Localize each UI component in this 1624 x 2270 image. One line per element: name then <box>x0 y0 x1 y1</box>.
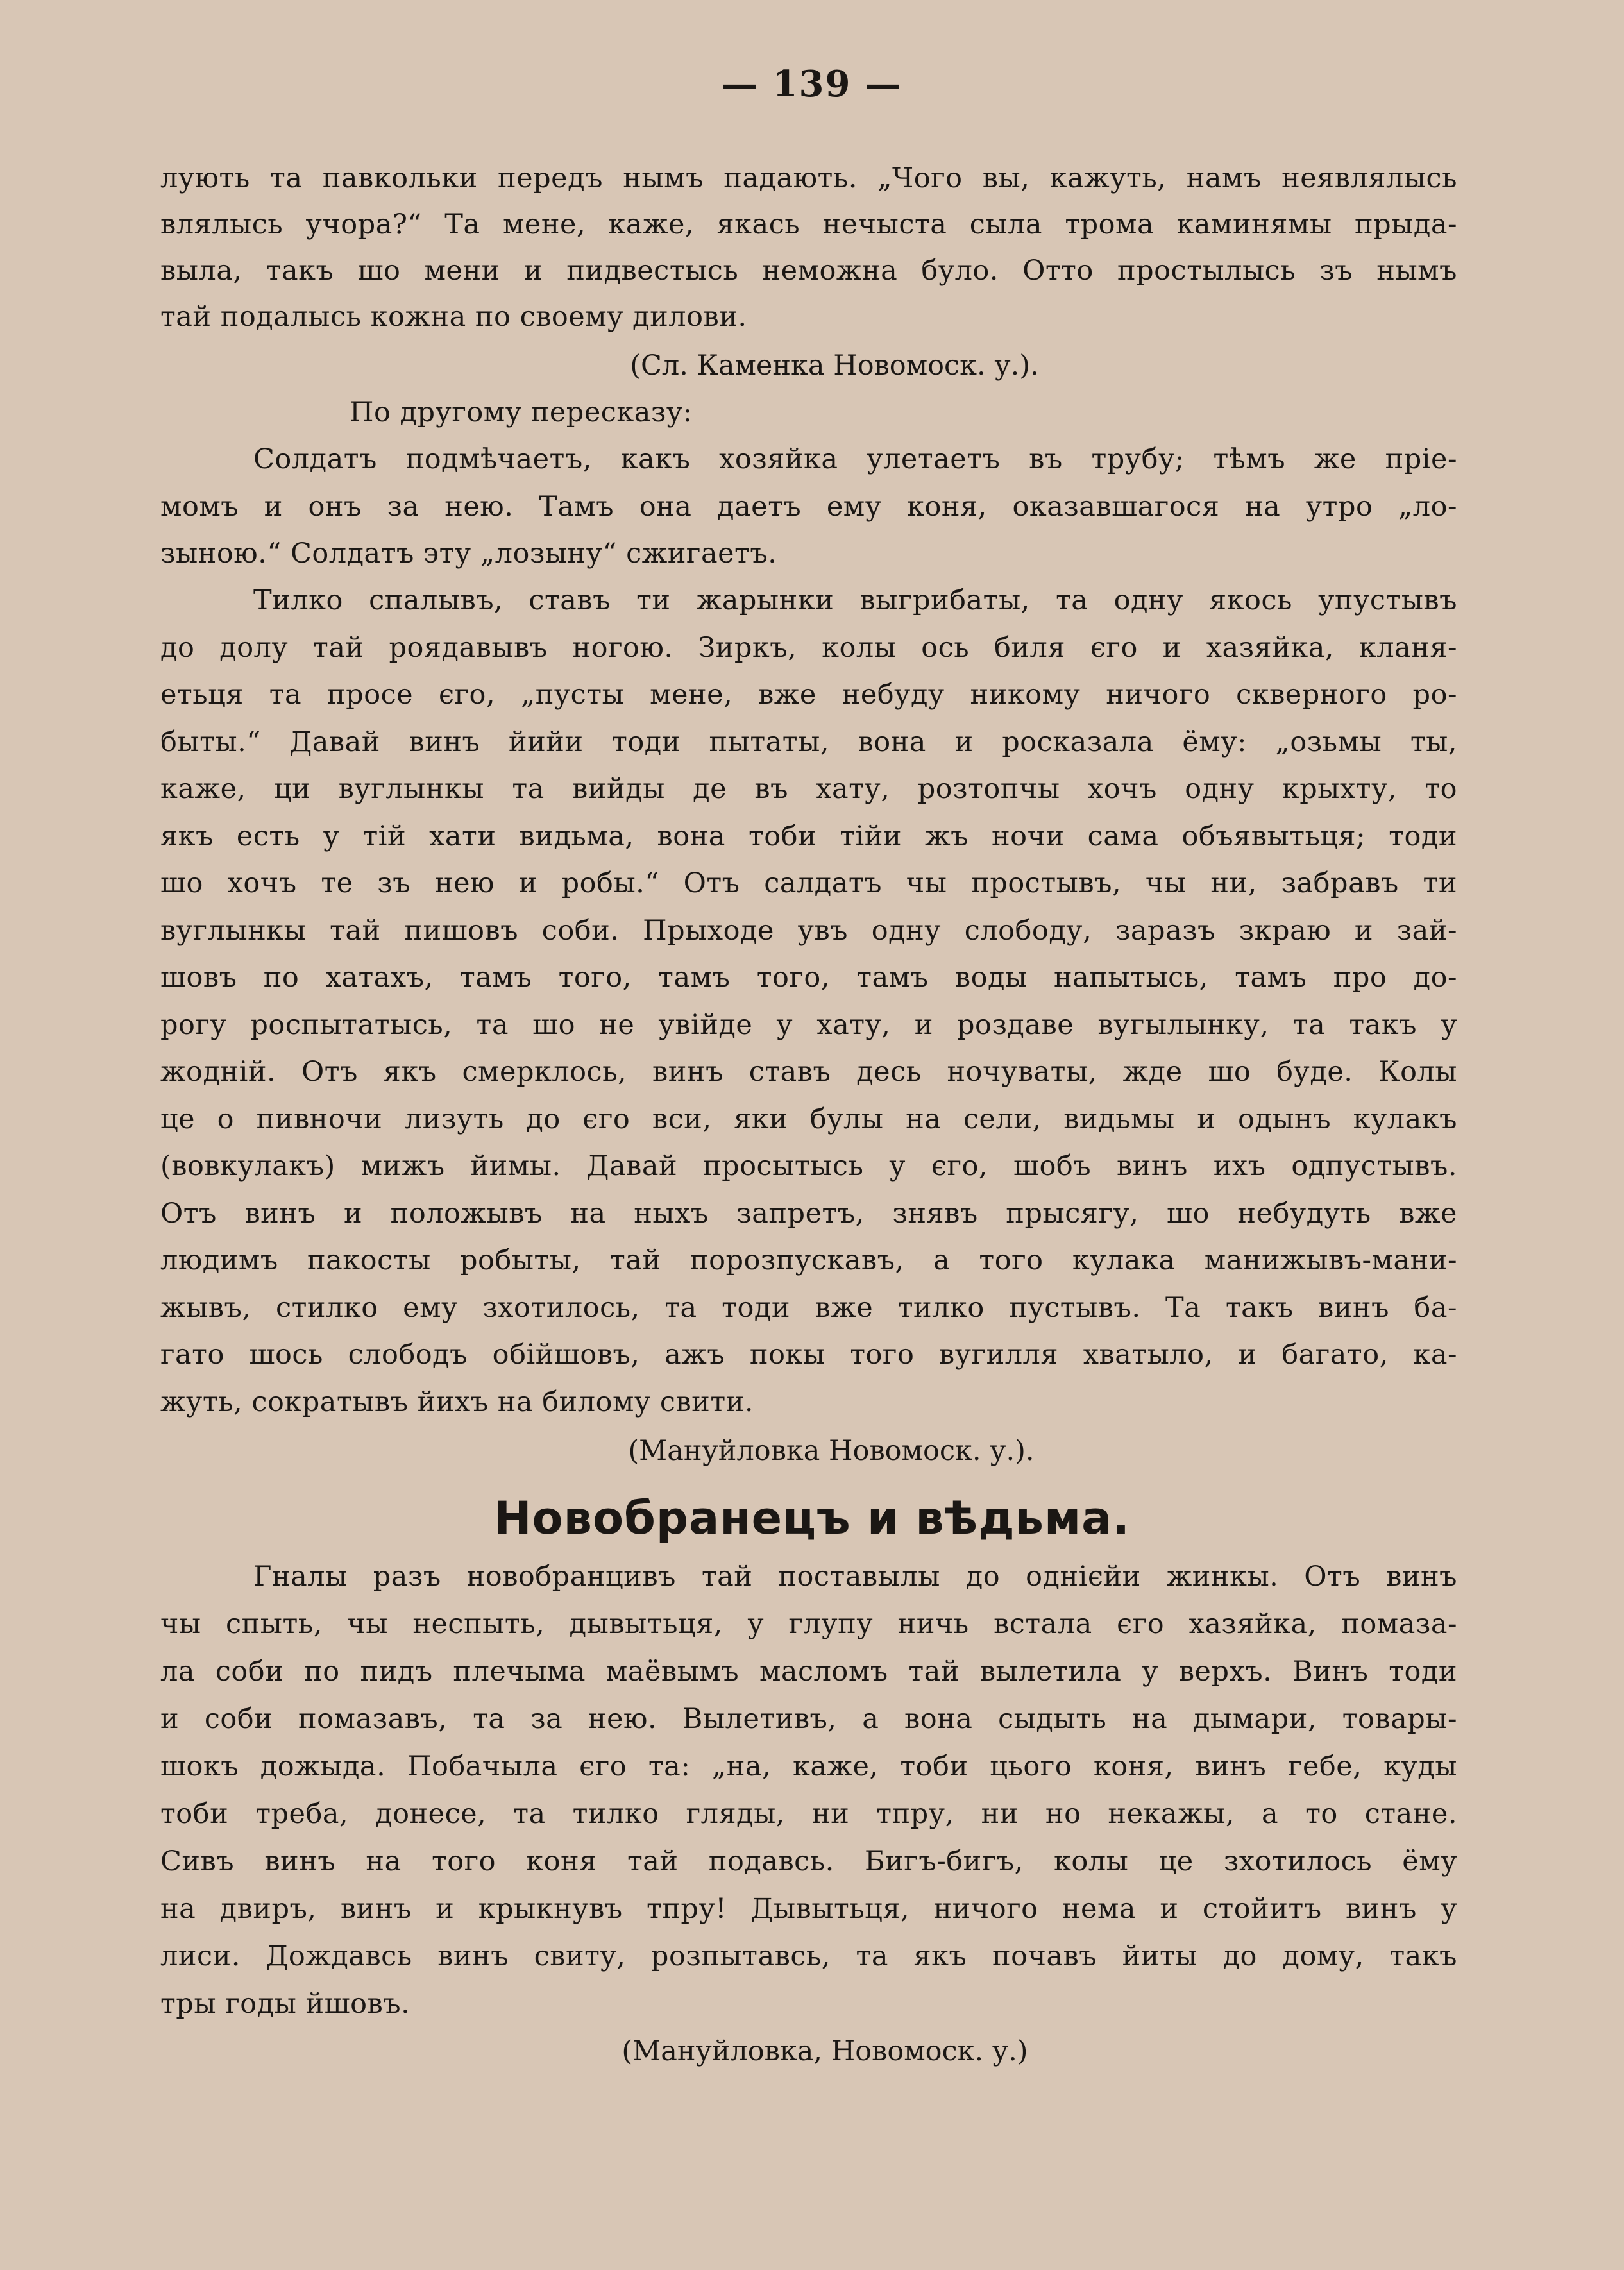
text-line: Сивъ винъ на того коня тай подавсь. Бигъ-бигъ, колы це зхотилось ёму <box>160 1845 1457 1877</box>
text-line: ла соби по пидъ плечыма маёвымъ масломъ тай вылетила у верхъ. Винъ тоди <box>160 1656 1457 1688</box>
text-line: гато шось слободъ обійшовъ, ажъ покы того вугилля хватыло, и багато, ка- <box>160 1339 1457 1371</box>
text-line: рогу роспытатысь, та шо не увійде у хату, и роздаве вугылынку, та такъ у <box>160 1009 1457 1041</box>
text-line: тай подалысь кожна по своему дилови. <box>160 301 747 333</box>
text-line: на двиръ, винъ и крыкнувъ тпру! Дывытьця, ничого нема и стойитъ винъ у <box>160 1893 1457 1925</box>
text-line: жуть, сократывъ йихъ на билому свити. <box>160 1386 754 1418</box>
text-line: жывъ, стилко ему зхотилось, та тоди вже тилко пустывъ. Та такъ винъ ба- <box>160 1292 1457 1324</box>
text-line: лують та павкольки передъ нымъ падають. „Чого вы, кажуть, намъ неявлялысь <box>160 162 1457 194</box>
text-line: (вовкулакъ) мижъ йимы. Давай просытысь у єго, шобъ винъ ихъ одпустывъ. <box>160 1150 1457 1182</box>
text-line: момъ и онъ за нею. Тамъ она даетъ ему коня, оказавшагося на утро „ло- <box>160 491 1457 523</box>
text-line: быты.“ Давай винъ йийи тоди пытаты, вона и росказала ёму: „озьмы ты, <box>160 726 1457 758</box>
text-line: шокъ дожыда. Побачыла єго та: „на, каже, тоби цього коня, винъ гебе, куды <box>160 1750 1457 1783</box>
section-intro: По другому пересказу: <box>350 396 693 428</box>
source-citation: (Мануйловка, Новомоск. у.) <box>622 2035 1028 2067</box>
text-line: тоби треба, донесе, та тилко гляды, ни тпру, ни но некажы, а то стане. <box>160 1798 1457 1830</box>
text-line: Тилко спалывъ, ставъ ти жарынки выгрибаты, та одну якось упустывъ <box>253 584 1457 616</box>
text-line: людимъ пакосты робыты, тай порозпускавъ, а того кулака манижывъ-мани- <box>160 1244 1457 1276</box>
text-line: жодній. Отъ якъ смерклось, винъ ставъ десь ночуваты, жде шо буде. Колы <box>160 1056 1457 1088</box>
text-line: выла, такъ шо мени и пидвестысь неможна було. Отто простылысь зъ нымъ <box>160 255 1457 287</box>
text-line: шовъ по хатахъ, тамъ того, тамъ того, тамъ воды напытысь, тамъ про до- <box>160 961 1457 994</box>
source-citation: (Мануйловка Новомоск. у.). <box>628 1435 1035 1467</box>
text-line: якъ есть у тій хати видьма, вона тоби тійи жъ ночи сама объявытьця; тоди <box>160 820 1457 852</box>
text-line: влялысь учора?“ Та мене, каже, якась нечыста сыла трома каминямы прыда- <box>160 208 1457 241</box>
source-citation: (Сл. Каменка Новомоск. у.). <box>630 350 1039 382</box>
page-number: — 139 — <box>722 63 902 105</box>
text-line: Гналы разъ новобранцивъ тай поставылы до однієйи жинкы. Отъ винъ <box>253 1561 1457 1593</box>
text-line: це о пивночи лизуть до єго вси, яки булы на сели, видьмы и одынъ кулакъ <box>160 1103 1457 1135</box>
text-line: чы спыть, чы неспыть, дывытьця, у глупу ничь встала єго хазяйка, помаза- <box>160 1608 1457 1640</box>
story-heading: Новобранецъ и вѣдьма. <box>493 1492 1131 1545</box>
text-line: до долу тай роядавывъ ногою. Зиркъ, колы ось биля єго и хазяйка, кланя- <box>160 632 1457 664</box>
text-line: зыною.“ Солдатъ эту „лозыну“ сжигаетъ. <box>160 538 777 570</box>
text-line: лиси. Дождавсь винъ свиту, розпытавсь, та якъ почавъ йиты до дому, такъ <box>160 1940 1457 1972</box>
text-line: Отъ винъ и положывъ на ныхъ запретъ, знявъ прысягу, шо небудуть вже <box>160 1198 1457 1230</box>
text-line: шо хочъ те зъ нею и робы.“ Отъ салдатъ чы простывъ, чы ни, забравъ ти <box>160 867 1457 899</box>
text-line: каже, ци вуглынкы та вийды де въ хату, розтопчы хочъ одну крыхту, то <box>160 773 1457 805</box>
text-line: етьця та просе єго, „пусты мене, вже небуду никому ничого скверного ро- <box>160 679 1457 711</box>
text-line: вуглынкы тай пишовъ соби. Прыходе увъ одну слободу, заразъ зкраю и зай- <box>160 915 1457 947</box>
text-line: тры годы йшовъ. <box>160 1988 410 2020</box>
text-line: Солдатъ подмѣчаетъ, какъ хозяйка улетаетъ въ трубу; тѣмъ же прiе- <box>253 443 1457 475</box>
text-line: и соби помазавъ, та за нею. Вылетивъ, а вона сыдыть на дымари, товары- <box>160 1703 1457 1735</box>
